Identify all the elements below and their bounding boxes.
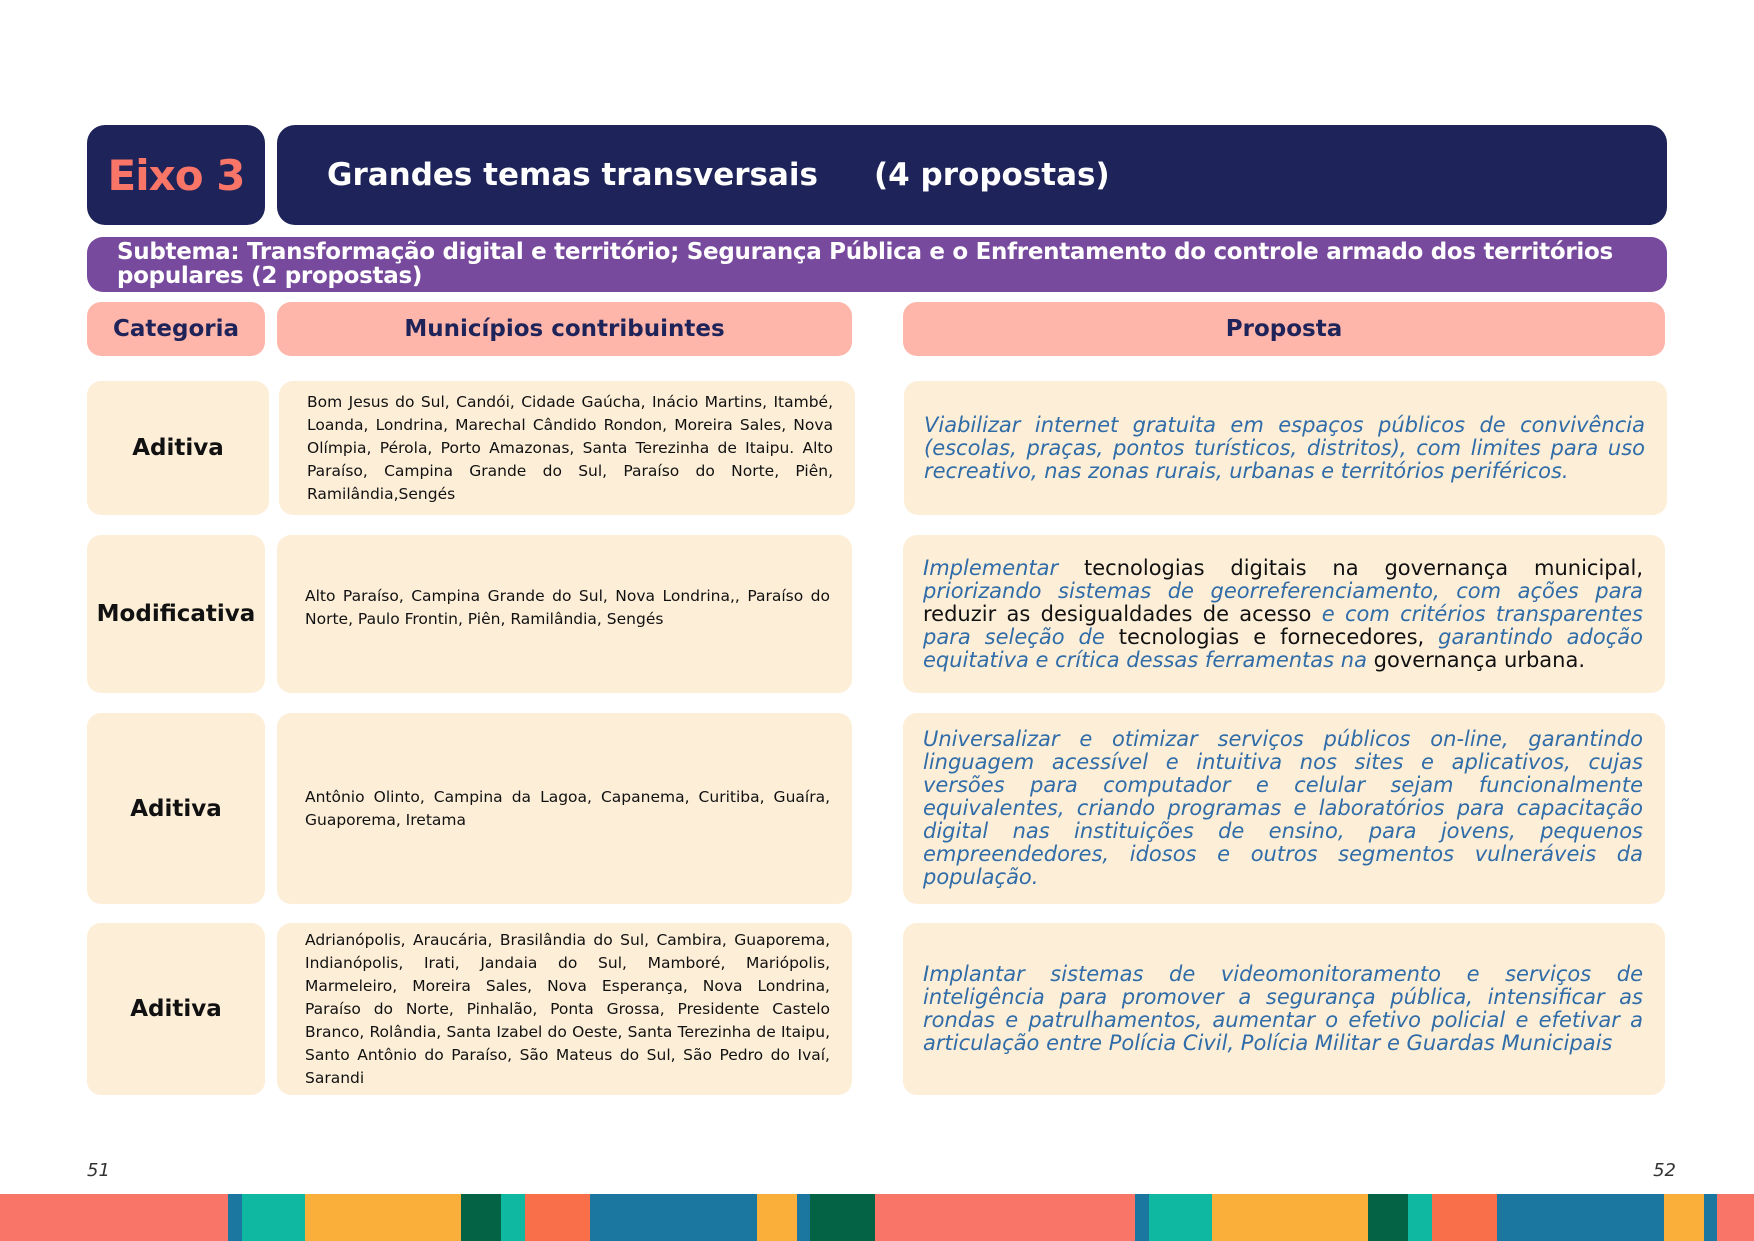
- stripe-segment: [1368, 1194, 1408, 1241]
- category-label: Aditiva: [132, 435, 224, 461]
- proposal-fragment: Implementar: [923, 555, 1059, 580]
- stripe-segment: [1497, 1194, 1664, 1241]
- table-row-3-categoria: [87, 713, 265, 904]
- stripe-segment: [305, 1194, 461, 1241]
- subtema-banner: [87, 237, 1667, 292]
- table-row-1-categoria: [87, 381, 269, 515]
- proposal-fragment: garantindo adoção equitativa e crítica dessas ferramentas na: [923, 624, 1643, 672]
- title-banner: [277, 125, 1667, 225]
- stripe-segment: [1212, 1194, 1368, 1241]
- municipios-list: Antônio Olinto, Campina da Lagoa, Capanema, Curitiba, Guaíra, Guaporema, Iretama: [305, 787, 830, 829]
- table-row-3-municipios: [277, 713, 852, 904]
- stripe-segment: [525, 1194, 590, 1241]
- proposal-text: Implantar sistemas de videomonitoramento e serviços de inteligência para promover a segurança pública, intensificar as rondas e patrulhamentos, aumentar o efetivo policial e efetivar a articulação entre Polícia Civil, Polícia Militar e Guardas Municipais: [923, 962, 1643, 1055]
- stripe-segment: [810, 1194, 875, 1241]
- stripe-segment: [1135, 1194, 1149, 1241]
- stripe-segment: [228, 1194, 242, 1241]
- proposal-fragment: tecnologias digitais na governança municipal,: [1058, 555, 1643, 580]
- proposal-fragment: priorizando sistemas de georreferenciamento, com ações para: [923, 578, 1643, 603]
- stripe-segment: [1664, 1194, 1704, 1241]
- municipios-list: Bom Jesus do Sul, Candói, Cidade Gaúcha, Inácio Martins, Itambé, Loanda, Londrina, Marechal Cândido Rondon, Moreira Sales, Nova Olímpia, Pérola, Porto Amazonas, Santa Terezinha de Itaipu. Alto Paraíso, Campina Grande do Sul, Paraíso do Norte, Piên, Ramilândia,Sengés: [307, 392, 833, 503]
- category-label: Aditiva: [130, 996, 222, 1022]
- page-title: Grandes temas transversais: [327, 157, 819, 193]
- stripe-segment: [757, 1194, 797, 1241]
- table-row-4-proposta: [903, 923, 1665, 1095]
- proposal-count: (4 propostas): [874, 157, 1110, 193]
- table-row-1-municipios: [279, 381, 855, 515]
- category-label: Modificativa: [96, 601, 256, 627]
- proposal-fragment: governança urbana.: [1373, 647, 1586, 672]
- stripe-segment: [875, 1194, 1135, 1241]
- column-header-label: Categoria: [112, 316, 239, 342]
- table-row-1-proposta: [904, 381, 1667, 515]
- stripe-segment: [1149, 1194, 1212, 1241]
- proposal-text: [923, 557, 1643, 672]
- stripe-segment: [1704, 1194, 1717, 1241]
- stripe-segment: [461, 1194, 501, 1241]
- table-row-3-proposta: [903, 713, 1665, 904]
- municipios-list: Alto Paraíso, Campina Grande do Sul, Nova Londrina,, Paraíso do Norte, Paulo Frontin, Piên, Ramilândia, Sengés: [305, 587, 830, 628]
- stripe-segment: [501, 1194, 525, 1241]
- proposal-fragment: tecnologias e fornecedores,: [1118, 624, 1425, 649]
- stripe-segment: [590, 1194, 757, 1241]
- page-number-left: 51: [87, 1160, 110, 1181]
- proposal-text: Universalizar e otimizar serviços públicos on-line, garantindo linguagem acessível e intuitiva nos sites e aplicativos, cujas versões para computador e celular sejam funcionalmente equivalentes, criando programas e laboratórios para capacitação digital nas instituições de ensino, para jovens, pequenos empreendedores, idosos e outros segmentos vulneráveis da população.: [923, 727, 1643, 889]
- column-header-label: Municípios contribuintes: [404, 316, 725, 342]
- table-row-2-categoria: [87, 535, 265, 693]
- proposal-fragment: e com critérios transparentes para seleção de: [923, 601, 1644, 649]
- eixo-badge: [87, 125, 265, 225]
- category-label: Aditiva: [130, 795, 222, 822]
- column-header-municipios: [277, 302, 852, 356]
- table-row-4-categoria: [87, 923, 265, 1095]
- eixo-label: Eixo 3: [107, 150, 245, 200]
- stripe-segment: [1408, 1194, 1432, 1241]
- column-header-categoria: [87, 302, 265, 356]
- subtema-text: Subtema: Transformação digital e território; Segurança Pública e o Enfrentamento do controle armado dos territórios populares (2 propostas): [117, 239, 1613, 289]
- stripe-segment: [1432, 1194, 1497, 1241]
- decorative-color-stripe: [0, 1194, 1754, 1241]
- page-number-right: 52: [1653, 1160, 1676, 1181]
- municipios-list: Adrianópolis, Araucária, Brasilândia do Sul, Cambira, Guaporema, Indianópolis, Irati, Jandaia do Sul, Mamboré, Mariópolis, Marmeleiro, Moreira Sales, Nova Esperança, Nova Londrina, Paraíso do Norte, Pinhalão, Ponta Grossa, Presidente Castelo Branco, Rolândia, Santa Izabel do Oeste, Santa Terezinha de Itaipu, Santo Antônio do Paraíso, São Mateus do Sul, São Pedro do Ivaí, Sarandi: [305, 930, 830, 1087]
- proposal-text: Viabilizar internet gratuita em espaços públicos de convivência (escolas, praças, pontos turísticos, distritos), com limites para uso recreativo, nas zonas rurais, urbanas e territórios periféricos.: [924, 412, 1645, 483]
- table-row-2-municipios: [277, 535, 852, 693]
- table-row-2-proposta: [903, 535, 1665, 693]
- stripe-segment: [1717, 1194, 1754, 1241]
- column-header-label: Proposta: [1225, 316, 1343, 342]
- proposal-fragment: reduzir as desigualdades de acesso: [923, 601, 1312, 626]
- stripe-segment: [797, 1194, 810, 1241]
- table-row-4-municipios: [277, 923, 852, 1095]
- column-header-proposta: [903, 302, 1665, 356]
- stripe-segment: [242, 1194, 305, 1241]
- stripe-segment: [0, 1194, 228, 1241]
